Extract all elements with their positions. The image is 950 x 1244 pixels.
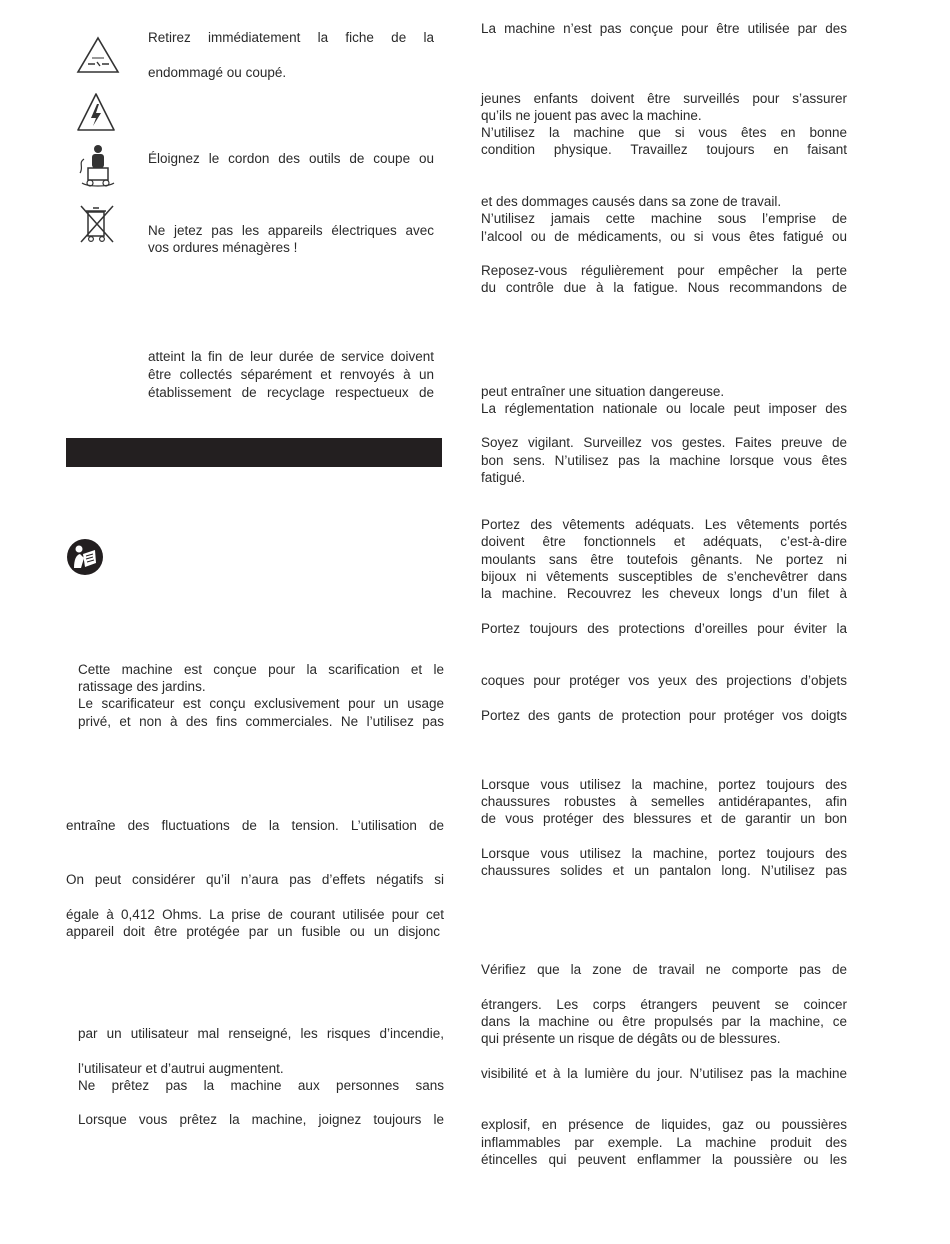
right-line-2: jeunes enfants doivent être surveillés pour s’assurer bbox=[481, 91, 847, 106]
warning-cord-line-1: Retirez immédiatement la fiche de la bbox=[148, 30, 434, 45]
recycling-line-2: être collectés séparément et renvoyés à un bbox=[148, 367, 434, 382]
warning-cord-line-2: endommagé ou coupé. bbox=[148, 65, 287, 80]
weee-crossed-bin-icon bbox=[78, 204, 116, 244]
usage-line-2: ratissage des jardins. bbox=[78, 679, 206, 694]
warning-weee-line-2: vos ordures ménagères ! bbox=[148, 240, 298, 255]
cord-damage-warning-icon bbox=[76, 36, 120, 74]
right-line-33: visibilité et à la lumière du jour. N’utilisez pas la machine bbox=[481, 1066, 847, 1081]
usage-line-4: privé, et non à des fins commerciales. Ne l’utilisez pas bbox=[78, 714, 444, 729]
right-line-11: peut entraîner une situation dangereuse. bbox=[481, 384, 725, 399]
read-manual-icon bbox=[66, 538, 104, 576]
right-line-18: moulants sans être toutefois gênants. Ne portez ni bbox=[481, 552, 847, 567]
lending-line-2: l’utilisateur et d’autrui augmentent. bbox=[78, 1061, 284, 1076]
right-line-35: inflammables par exemple. La machine produit des bbox=[481, 1135, 847, 1150]
right-line-8: l’alcool ou de médicaments, ou si vous êtes fatigué ou bbox=[481, 229, 847, 244]
right-line-7: N’utilisez jamais cette machine sous l’emprise de bbox=[481, 211, 847, 226]
electric-line-2: On peut considérer qu’il n’aura pas d’effets négatifs si bbox=[66, 872, 444, 887]
section-header-bar bbox=[66, 438, 442, 467]
right-line-1: La machine n’est pas conçue pour être utilisée par des bbox=[481, 21, 847, 36]
right-line-28: chaussures solides et un pantalon long. N’utilisez pas bbox=[481, 863, 847, 878]
right-line-20: la machine. Recouvrez les cheveux longs d’un filet à bbox=[481, 586, 847, 601]
keep-cord-away-icon bbox=[76, 143, 120, 189]
right-line-14: bon sens. N’utilisez pas la machine lorsque vous êtes bbox=[481, 453, 847, 468]
right-line-22: coques pour protéger vos yeux des projections d’objets bbox=[481, 673, 847, 688]
right-line-17: doivent être fonctionnels et adéquats, c’est-à-dire bbox=[481, 534, 847, 549]
recycling-line-3: établissement de recyclage respectueux de bbox=[148, 385, 434, 400]
usage-line-3: Le scarificateur est conçu exclusivement pour un usage bbox=[78, 696, 444, 711]
right-line-27: Lorsque vous utilisez la machine, portez toujours des bbox=[481, 846, 847, 861]
electric-line-4: appareil doit être protégée par un fusible ou un disjonc bbox=[66, 924, 440, 939]
right-line-34: explosif, en présence de liquides, gaz ou poussières bbox=[481, 1117, 847, 1132]
right-line-36: étincelles qui peuvent enflammer la poussière ou les bbox=[481, 1152, 847, 1167]
right-line-29: Vérifiez que la zone de travail ne comporte pas de bbox=[481, 962, 847, 977]
recycling-line-1: atteint la fin de leur durée de service doivent bbox=[148, 349, 434, 364]
warning-weee-line-1: Ne jetez pas les appareils électriques avec bbox=[148, 223, 434, 238]
right-line-23: Portez des gants de protection pour protéger vos doigts bbox=[481, 708, 847, 723]
right-line-3: qu’ils ne jouent pas avec la machine. bbox=[481, 108, 702, 123]
warning-keep-away-line: Éloignez le cordon des outils de coupe ou bbox=[148, 151, 434, 166]
right-line-13: Soyez vigilant. Surveillez vos gestes. Faites preuve de bbox=[481, 435, 847, 450]
right-line-31: dans la machine ou être propulsés par la machine, ce bbox=[481, 1014, 847, 1029]
right-line-4: N’utilisez la machine que si vous êtes en bonne bbox=[481, 125, 847, 140]
right-line-9: Reposez-vous régulièrement pour empêcher la perte bbox=[481, 263, 847, 278]
right-line-16: Portez des vêtements adéquats. Les vêtements portés bbox=[481, 517, 847, 532]
right-line-5: condition physique. Travaillez toujours en faisant bbox=[481, 142, 847, 157]
lending-line-4: Lorsque vous prêtez la machine, joignez toujours le bbox=[78, 1112, 444, 1127]
right-line-32: qui présente un risque de dégâts ou de blessures. bbox=[481, 1031, 781, 1046]
electric-shock-warning-icon bbox=[76, 92, 116, 132]
right-line-21: Portez toujours des protections d’oreilles pour éviter la bbox=[481, 621, 847, 636]
lending-line-3: Ne prêtez pas la machine aux personnes sans bbox=[78, 1078, 444, 1093]
right-line-15: fatigué. bbox=[481, 470, 526, 485]
lending-line-1: par un utilisateur mal renseigné, les risques d’incendie, bbox=[78, 1026, 444, 1041]
right-line-24: Lorsque vous utilisez la machine, portez toujours des bbox=[481, 777, 847, 792]
right-line-26: de vous protéger des blessures et de garantir un bon bbox=[481, 811, 847, 826]
right-line-30: étrangers. Les corps étrangers peuvent se coincer bbox=[481, 997, 847, 1012]
right-line-12: La réglementation nationale ou locale peut imposer des bbox=[481, 401, 847, 416]
right-line-10: du contrôle due à la fatigue. Nous recommandons de bbox=[481, 280, 847, 295]
right-line-6: et des dommages causés dans sa zone de travail. bbox=[481, 194, 782, 209]
usage-line-1: Cette machine est conçue pour la scarification et le bbox=[78, 662, 444, 677]
right-line-19: bijoux ni vêtements susceptibles de s’enchevêtrer dans bbox=[481, 569, 847, 584]
electric-line-3: égale à 0,412 Ohms. La prise de courant utilisée pour cet bbox=[66, 907, 444, 922]
right-line-25: chaussures robustes à semelles antidérapantes, afin bbox=[481, 794, 847, 809]
electric-line-1: entraîne des fluctuations de la tension. L’utilisation de bbox=[66, 818, 444, 833]
